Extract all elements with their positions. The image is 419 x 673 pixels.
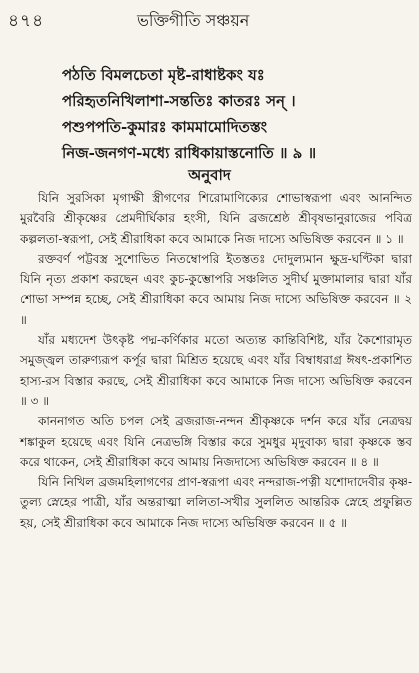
page-number: ৪৭৪	[8, 11, 45, 31]
verse-line: পশুপপতি-কুমারঃ কামমামোদিতস্তং	[62, 118, 268, 136]
translation-body	[20, 188, 412, 533]
verse-line: পরিহৃতনিখিলাশা-সন্ততিঃ কাতরঃ সন্ ।	[62, 92, 296, 110]
page-header	[0, 6, 419, 30]
sanskrit-verse	[62, 62, 412, 166]
translation-paragraph: রক্তবর্ণ পট্টবস্ত্র সুশোভিত নিতম্বোপরি ইতস্ততঃ দোদুল্যমান ক্ষুদ্র-ঘণ্টিকা দ্বারা যিনি নৃত্য প্রকাশ করছেন এবং কুচ-কুম্ভোপরি সঞ্চলিত সুদীর্ঘ মুক্তামালার দ্বারা যাঁর শোভা সম্পন্ন হচ্ছে, সেই শ্রীরাধিকা কবে আমায় নিজ দাস্যে অভিষিক্ত করবেন ॥ ২ ॥	[20, 251, 412, 327]
translation-paragraph: যাঁর মধ্যদেশ উৎকৃষ্ট পদ্ম-কর্ণিকার মতো অত্যন্ত কান্তিবিশিষ্ট, যাঁর কৈশোরামৃত সমুজ্জ্বল তারুণ্যরূপ কর্পূর দ্বারা মিশ্রিত হয়েছে এবং যাঁর বিম্বাধরাগ্র ঈষৎ-প্রকাশিত হাস্য-রস বিস্তার করছে, সেই শ্রীরাধিকা কবে আমাকে নিজ দাস্যে অভিষিক্ত করবেন ॥ ৩ ॥	[20, 333, 412, 408]
verse-line: পঠতি বিমলচেতা মৃষ্ট-রাধাষ্টকং যঃ	[62, 66, 265, 84]
verse-line: নিজ-জনগণ-মধ্যে রাধিকায়াস্তনোতি ॥ ৯ ॥	[62, 144, 317, 162]
translation-paragraph: যিনি নিখিল ব্রজমহিলাগণের প্রাণ-স্বরূপা এবং নন্দরাজ-পত্নী যশোদাদেবীর কৃষ্ণ-তুল্য স্নেহের পাত্রী, যাঁর অন্তরাত্মা ললিতা-সখীর সুললিত আন্তরিক স্নেহে প্রফুল্লিত হয়, সেই শ্রীরাধিকা কবে আমাকে নিজ দাস্যে অভিষিক্ত করবেন ॥ ৫ ॥	[20, 475, 412, 530]
book-title: ভক্তিগীতি সঞ্চয়ন	[137, 11, 250, 30]
translation-paragraph: কাননাগত অতি চপল সেই ব্রজরাজ-নন্দন শ্রীকৃষ্ণকে দর্শন করে যাঁর নেত্রদ্বয় শঙ্কাকুল হয়েছে এবং যিনি নেত্রভঙ্গি বিস্তার করে সুমধুর মৃদুবাক্য দ্বারা কৃষ্ণকে স্তব করে থাকেন, সেই শ্রীরাধিকা কবে আমায় নিজদাস্যে অভিষিক্ত করবেন ॥ ৪ ॥	[20, 414, 412, 469]
translation-heading: অনুবাদ	[188, 166, 231, 184]
translation-paragraph: যিনি সুরসিকা মৃগাক্ষী স্ত্রীগণের শিরোমাণিক্যের শোভাস্বরূপা এবং আনন্দিত মুরবৈরি শ্রীকৃষ্ণের প্রেমদীর্ঘিকার হংসী, যিনি ব্রজশ্রেষ্ঠ শ্রীবৃষভানুরাজের পবিত্র কল্পলতা-স্বরূপা, সেই শ্রীরাধিকা কবে আমাকে নিজ দাস্যে অভিষিক্ত করবেন ॥ ১ ॥	[20, 191, 412, 246]
